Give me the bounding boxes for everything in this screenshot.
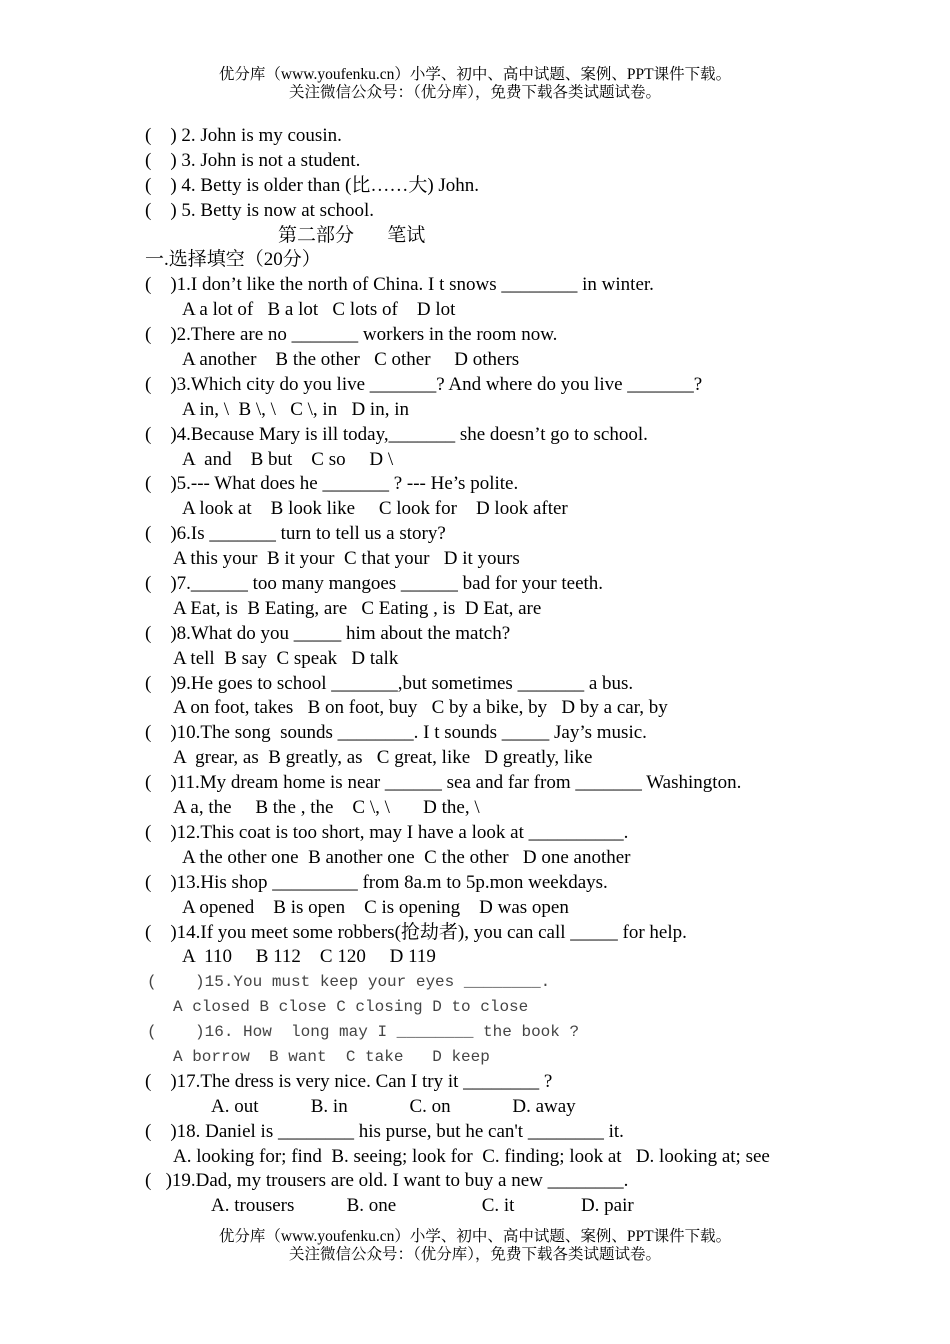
true-false-item-5 <box>145 199 935 224</box>
question-text: 7.______ too many mangoes ______ bad for your teeth. <box>176 573 604 595</box>
question-text: 19.Dad, my trousers are old. I want to buy a new ________. <box>171 1170 629 1192</box>
answer-bracket: ( ) <box>145 672 177 694</box>
answer-bracket: ( ) <box>145 871 177 893</box>
answer-bracket: ( ) <box>145 821 177 843</box>
answer-bracket: ( ) <box>145 199 177 221</box>
question-18 <box>145 1120 935 1145</box>
true-false-item-2 <box>145 124 935 149</box>
question-14 <box>145 921 935 946</box>
answer-bracket: ( ) <box>145 1170 172 1192</box>
item-text: 2. John is my cousin. <box>181 125 342 146</box>
question-text: 18. Daniel is ________ his purse, but he can't ________ it. <box>176 1120 624 1142</box>
question-text: 13.His shop _________ from 8a.m to 5p.mon weekdays. <box>176 871 608 893</box>
header-line-2: 关注微信公众号：（优分库），免费下载各类试题试卷。 <box>288 84 661 101</box>
question-12-options: A the other one B another one C the other D one another <box>182 846 631 868</box>
footer-line-1: 优分库（www.youfenku.cn）小学、初中、高中试题、案例、PPT课件下载。 <box>218 1228 732 1245</box>
question-4 <box>145 423 935 448</box>
question-6-options: A this your B it your C that your D it yours <box>173 548 520 570</box>
question-17 <box>145 1070 935 1095</box>
exam-content <box>145 124 935 1219</box>
question-text: 5.--- What does he _______ ? --- He’s polite. <box>176 473 519 495</box>
section-title: 一.选择填空（20分） <box>145 249 321 271</box>
answer-bracket: ( ) <box>145 324 177 346</box>
page-header <box>0 66 950 102</box>
answer-bracket: ( ) <box>145 473 177 495</box>
answer-bracket: ( ) <box>145 423 177 445</box>
header-line-1: 优分库（www.youfenku.cn）小学、初中、高中试题、案例、PPT课件下载。 <box>218 66 732 83</box>
answer-bracket: ( ) <box>145 772 177 794</box>
answer-bracket: ( ) <box>145 274 177 296</box>
question-7 <box>145 572 935 597</box>
answer-bracket: ( ) <box>145 149 177 171</box>
question-13-options: A opened B is open C is opening D was open <box>182 896 569 918</box>
question-3-options: A in, \ B \, \ C \, in D in, in <box>182 398 409 420</box>
question-19-options: A. trousers B. one C. it D. pair <box>211 1195 634 1217</box>
answer-bracket: ( ) <box>145 921 177 943</box>
question-text: 8.What do you _____ him about the match? <box>176 622 511 644</box>
answer-bracket: ( ) <box>145 373 177 395</box>
question-1-options: A a lot of B a lot C lots of D lot <box>182 299 456 321</box>
footer-line-2: 关注微信公众号：（优分库），免费下载各类试题试卷。 <box>288 1246 661 1263</box>
answer-bracket: ( ) <box>145 722 177 744</box>
question-5 <box>145 472 935 497</box>
question-19 <box>145 1169 935 1194</box>
question-3 <box>145 373 935 398</box>
question-16-options: A borrow B want C take D keep <box>173 1047 490 1066</box>
question-16 <box>145 1020 935 1045</box>
question-text: 12.This coat is too short, may I have a look at __________. <box>176 821 629 843</box>
question-text: 11.My dream home is near ______ sea and far from _______ Washington. <box>176 772 742 794</box>
question-2-options: A another B the other C other D others <box>182 349 520 371</box>
question-15-options: A closed B close C closing D to close <box>173 998 529 1017</box>
question-13 <box>145 871 935 896</box>
question-9-options: A on foot, takes B on foot, buy C by a bike, by D by a car, by <box>173 697 668 719</box>
item-text: 4. Betty is older than (比……大) John. <box>181 174 480 196</box>
true-false-item-4 <box>145 174 935 199</box>
question-text: 15.You must keep your eyes ________. <box>204 973 551 992</box>
item-text: 3. John is not a student. <box>181 149 361 171</box>
question-5-options: A look at B look like C look for D look after <box>182 498 568 520</box>
question-8 <box>145 622 935 647</box>
true-false-item-3 <box>145 149 935 174</box>
question-text: 10.The song sounds ________. I t sounds _____ Jay’s music. <box>176 722 647 744</box>
answer-bracket: ( ) <box>145 174 177 196</box>
question-text: 17.The dress is very nice. Can I try it ________ ? <box>176 1070 553 1092</box>
question-text: 3.Which city do you live _______? And where do you live _______? <box>176 373 703 395</box>
question-text: 14.If you meet some robbers(抢劫者), you can call _____ for help. <box>176 921 687 943</box>
answer-bracket: ( ) <box>145 573 177 595</box>
answer-bracket: ( ) <box>145 125 177 146</box>
question-text: 6.Is _______ turn to tell us a story? <box>176 523 446 545</box>
question-text: 4.Because Mary is ill today,_______ she doesn’t go to school. <box>176 423 648 445</box>
question-text: 16. How long may I ________ the book ? <box>204 1023 580 1042</box>
answer-bracket: ( ) <box>147 1023 205 1042</box>
question-10 <box>145 721 935 746</box>
question-2 <box>145 323 935 348</box>
page-footer <box>0 1228 950 1264</box>
question-18-options: A. looking for; find B. seeing; look for C. finding; look at D. looking at; see <box>173 1145 770 1167</box>
question-1 <box>145 273 935 298</box>
question-8-options: A tell B say C speak D talk <box>173 647 399 669</box>
question-10-options: A grear, as B greatly, as C great, like D greatly, like <box>173 747 593 769</box>
answer-bracket: ( ) <box>145 1070 177 1092</box>
answer-bracket: ( ) <box>147 973 205 992</box>
answer-bracket: ( ) <box>145 1120 177 1142</box>
question-text: 1.I don’t like the north of China. I t snows ________ in winter. <box>176 274 654 296</box>
part-title: 第二部分 笔试 <box>278 224 426 246</box>
question-17-options: A. out B. in C. on D. away <box>211 1095 576 1117</box>
question-15 <box>145 970 935 995</box>
answer-bracket: ( ) <box>145 622 177 644</box>
answer-bracket: ( ) <box>145 523 177 545</box>
question-14-options: A 110 B 112 C 120 D 119 <box>182 946 436 968</box>
question-text: 9.He goes to school _______,but sometimes _______ a bus. <box>176 672 634 694</box>
question-4-options: A and B but C so D \ <box>182 448 394 470</box>
question-11 <box>145 771 935 796</box>
question-6 <box>145 522 935 547</box>
question-7-options: A Eat, is B Eating, are C Eating , is D Eat, are <box>173 597 542 619</box>
item-text: 5. Betty is now at school. <box>181 199 375 221</box>
question-9 <box>145 672 935 697</box>
question-text: 2.There are no _______ workers in the room now. <box>176 324 558 346</box>
question-12 <box>145 821 935 846</box>
question-11-options: A a, the B the , the C \, \ D the, \ <box>173 797 480 819</box>
